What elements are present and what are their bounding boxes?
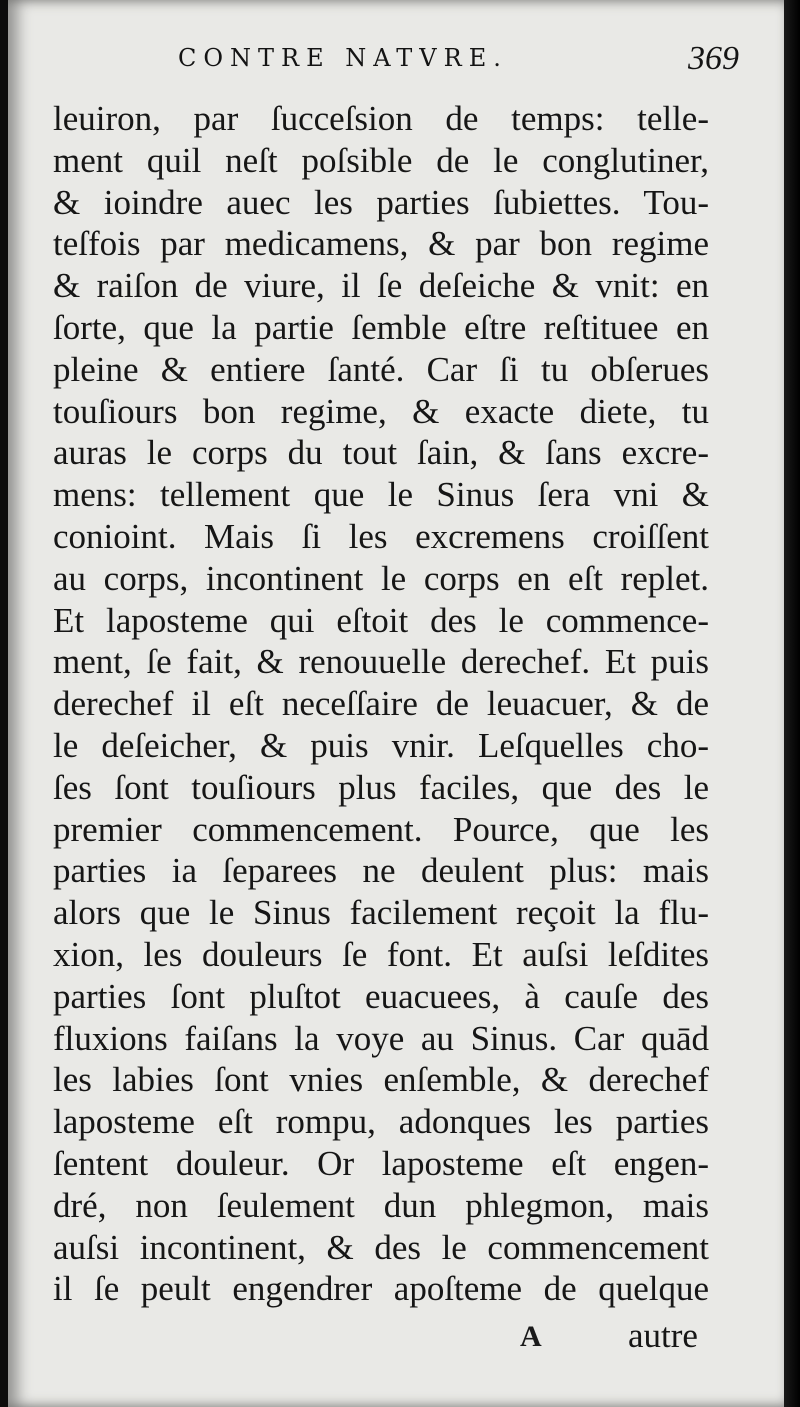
body-text <box>53 98 709 1310</box>
text-line: le deſeicher, & puis vnir. Leſquelles cho- <box>53 725 709 765</box>
text-line: & ioindre auec les parties ſubiettes. Tou- <box>53 182 709 222</box>
page-edge-shadow <box>784 0 800 1407</box>
text-line: ment quil neſt poſsible de le conglutiner, <box>53 140 709 180</box>
text-line: premier commencement. Pource, que les <box>53 809 709 849</box>
text-line: ſorte, que la partie ſemble eſtre reſtituee en <box>53 307 709 347</box>
page-header <box>8 40 792 80</box>
text-line: ſentent douleur. Or laposteme eſt engen- <box>53 1143 709 1183</box>
text-line: ſes ſont touſiours plus faciles, que des le <box>53 767 709 807</box>
running-title: CONTRE NATVRE. <box>178 44 508 72</box>
text-line: auras le corps du tout ſain, & ſans excre- <box>53 433 709 473</box>
text-line: au corps, incontinent le corps en eſt replet. <box>53 558 709 598</box>
text-line: parties ſont pluſtot euacuees, à cauſe des <box>53 976 709 1016</box>
text-line: ment, ſe fait, & renouuelle derechef. Et puis <box>53 642 709 682</box>
book-page <box>8 0 792 1407</box>
page-footer <box>8 1316 792 1366</box>
text-line: laposteme eſt rompu, adonques les parties <box>53 1102 709 1142</box>
text-line: conioint. Mais ſi les excremens croiſſent <box>53 516 709 556</box>
text-line: les labies ſont vnies enſemble, & derechef <box>53 1060 709 1100</box>
text-line: mens: tellement que le Sinus ſera vni & <box>53 475 709 515</box>
text-line: pleine & entiere ſanté. Car ſi tu obſerues <box>53 349 709 389</box>
catchword: autre <box>628 1316 698 1355</box>
text-line: dré, non ſeulement dun phlegmon, mais <box>53 1185 709 1225</box>
page-number: 369 <box>688 40 739 77</box>
text-line: auſsi incontinent, & des le commencement <box>53 1227 709 1267</box>
signature-mark: A <box>520 1320 542 1353</box>
text-line: parties ia ſeparees ne deulent plus: mais <box>53 851 709 891</box>
text-line: leuiron, par ſucceſsion de temps: telle- <box>53 99 709 138</box>
text-line: il ſe peult engendrer apoſteme de quelque <box>53 1269 709 1309</box>
text-line: teſfois par medicamens, & par bon regime <box>53 224 709 264</box>
text-line: derechef il eſt neceſſaire de leuacuer, & de <box>53 684 709 724</box>
text-line: fluxions faiſans la voye au Sinus. Car quād <box>53 1018 709 1058</box>
text-line: alors que le Sinus facilement reçoit la flu- <box>53 893 709 933</box>
text-line: & raiſon de viure, il ſe deſeiche & vnit: en <box>53 266 709 306</box>
text-line: Et laposteme qui eſtoit des le commence- <box>53 600 709 640</box>
text-line: touſiours bon regime, & exacte diete, tu <box>53 391 709 431</box>
text-line: xion, les douleurs ſe font. Et auſsi leſdites <box>53 934 709 974</box>
